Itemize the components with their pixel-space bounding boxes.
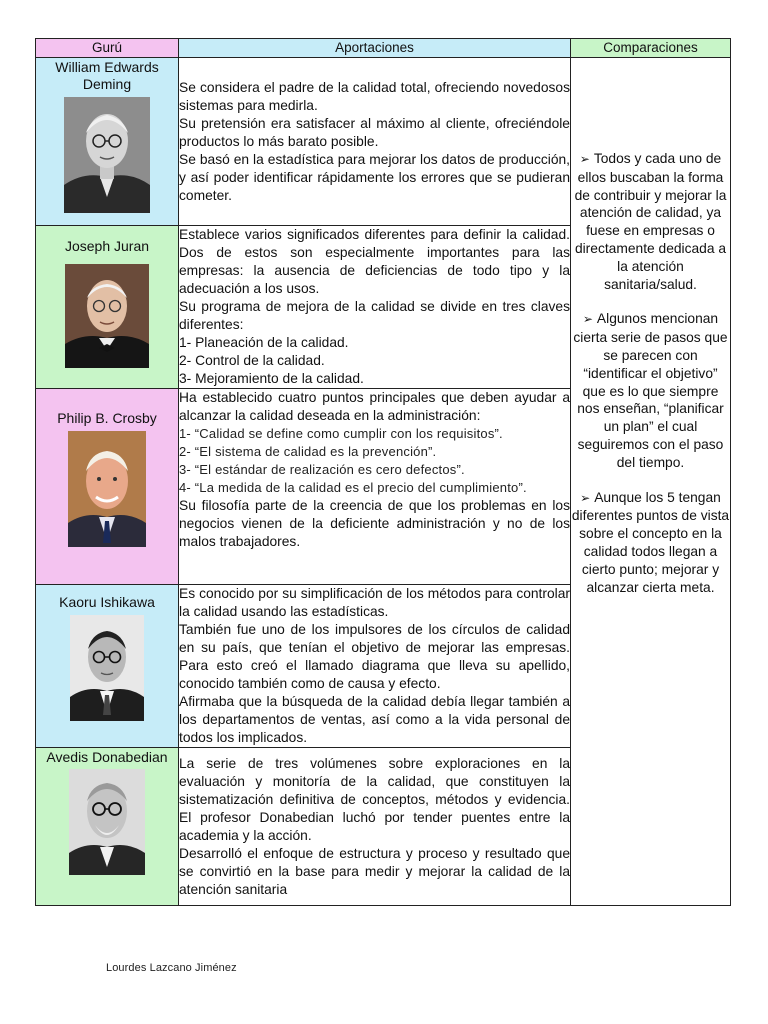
portrait-juran (65, 264, 149, 368)
aportacion-text: 1- “Calidad se define como cumplir con los requisitos”. (179, 426, 503, 441)
portrait-donabedian (69, 769, 145, 875)
guru-name: Avedis Donabedian (46, 749, 168, 765)
guru-cell (36, 389, 179, 585)
aportacion-text: La serie de tres volúmenes sobre exploraciones en la evaluación y monitoría de la calidad, que constituyen la sistematización definitiva de conceptos, métodos y evidencia. El profesor Donabedian luchó por tender puentes entre la academia y la acción. (179, 756, 570, 843)
aportacion-text: Su programa de mejora de la calidad se divide en tres claves diferentes: (179, 299, 570, 332)
aportaciones-cell (179, 748, 571, 906)
aportacion-text: 2- Control de la calidad. (179, 353, 325, 368)
portrait-crosby (68, 431, 146, 547)
portrait-deming (64, 97, 150, 213)
aportacion-text: Es conocido por su simplificación de los métodos para controlar la calidad usando las estadísticas. (179, 586, 570, 619)
aportacion-text: 3- “El estándar de realización es cero defectos”. (179, 462, 465, 477)
aportaciones-cell (179, 58, 571, 226)
aportacion-text: Establece varios significados diferentes para definir la calidad. Dos de estos son especialmente importantes para las empresas: la ausencia de deficiencias de todo tipo y la adecuación a los usos. (179, 227, 570, 296)
aportaciones-cell (179, 585, 571, 748)
guru-cell (36, 226, 179, 389)
guru-cell (36, 58, 179, 226)
aportacion-text: Se considera el padre de la calidad total, ofreciendo novedosos sistemas para medirla. (179, 79, 570, 113)
header-aportaciones: Aportaciones (179, 39, 571, 58)
guru-name: William Edwards Deming (55, 59, 159, 92)
arrow-bullet-icon: ➢ (580, 490, 591, 505)
guru-name: Philip B. Crosby (57, 410, 157, 426)
comparacion-item: ➢ Todos y cada uno de ellos buscaban la forma de contribuir y mejorar la atención de calidad, ya fuese en empresas o directamente dedicada a la atención sanitaria/salud. (574, 151, 727, 292)
comparacion-item: ➢ Algunos mencionan cierta serie de pasos que se parecen con “identificar el objetivo” que es lo que siempre nos enseñan, “planificar un plan” el cual seguiremos con el paso del tiempo. (573, 311, 728, 470)
gurus-table (35, 38, 731, 906)
guru-name: Joseph Juran (64, 238, 150, 254)
guru-name: Kaoru Ishikawa (59, 594, 155, 610)
arrow-bullet-icon: ➢ (582, 312, 593, 327)
aportacion-text: 2- “El sistema de calidad es la prevención”. (179, 444, 437, 459)
header-guru: Gurú (36, 39, 179, 58)
aportaciones-cell (179, 389, 571, 585)
comparacion-item: ➢ Aunque los 5 tengan diferentes puntos de vista sobre el concepto en la calidad todos llegan a cierto punto; mejorar y alcanzar cierta meta. (571, 489, 730, 595)
aportacion-text: 1- Planeación de la calidad. (179, 335, 349, 350)
aportacion-text: 4- “La medida de la calidad es el precio del cumplimiento”. (179, 480, 527, 495)
aportacion-text: Su filosofía parte de la creencia de que los problemas en los negocios vienen de la deficiente administración y no de los malos trabajadores. (179, 498, 570, 549)
aportacion-text: 3- Mejoramiento de la calidad. (179, 371, 364, 386)
aportacion-text: Afirmaba que la búsqueda de la calidad debía llegar también a los departamentos de ventas, así como a la vida personal de todos los implicados. (179, 694, 570, 745)
aportacion-text: Su pretensión era satisfacer al máximo al cliente, ofreciéndole productos lo más barato posible. (179, 115, 570, 149)
arrow-bullet-icon: ➢ (579, 152, 590, 166)
header-comparaciones: Comparaciones (571, 39, 731, 58)
aportacion-text: Desarrolló el enfoque de estructura y proceso y resultado que se convirtió en la base para medir y mejorar la calidad de la atención sanitaria (179, 846, 570, 897)
header-row (36, 39, 731, 58)
guru-cell (36, 748, 179, 906)
guru-cell (36, 585, 179, 748)
table-row (36, 58, 731, 226)
aportacion-text: Se basó en la estadística para mejorar los datos de producción, y así poder identificar rápidamente los errores que se pudieran cometer. (179, 151, 570, 203)
portrait-ishikawa (70, 615, 144, 721)
aportaciones-cell (179, 226, 571, 389)
author-name: Lourdes Lazcano Jiménez (106, 962, 237, 974)
aportacion-text: Ha establecido cuatro puntos principales que deben ayudar a alcanzar la calidad deseada en la administración: (179, 390, 570, 423)
comparaciones-cell (571, 58, 731, 906)
aportacion-text: También fue uno de los impulsores de los círculos de calidad en su país, que tenían el objetivo de mejorar las empresas. Para esto creó el llamado diagrama que lleva su apellido, conocido también como de causa y efecto. (179, 622, 570, 691)
